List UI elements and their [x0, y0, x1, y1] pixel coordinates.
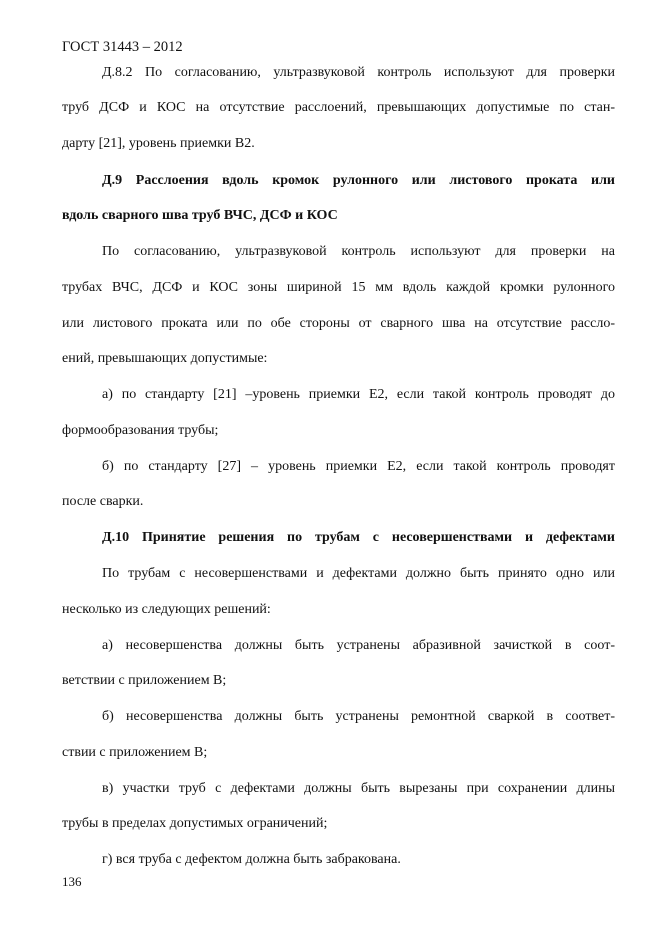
text-line: ветствии с приложением В;	[62, 673, 227, 688]
text-line: ений, превышающих допустимые:	[62, 351, 268, 366]
document-header: ГОСТ 31443 – 2012	[62, 39, 183, 55]
text-line: По согласованию, ультразвуковой контроль используют для проверки на	[102, 244, 615, 259]
list-item: в) участки труб с дефектами должны быть вырезаны при сохранении длины	[102, 781, 615, 796]
text-line: трубах ВЧС, ДСФ и КОС зоны шириной 15 мм вдоль каждой кромки рулонного	[62, 280, 615, 295]
section-heading: Д.10 Принятие решения по трубам с несовершенствами и дефектами	[102, 530, 615, 545]
section-heading: вдоль сварного шва труб ВЧС, ДСФ и КОС	[62, 208, 338, 223]
text-line: трубы в пределах допустимых ограничений;	[62, 816, 328, 831]
text-line: или листового проката или по обе стороны от сварного шва на отсутствие рассло-	[62, 316, 615, 331]
text-line: По трубам с несовершенствами и дефектами должно быть принято одно или	[102, 566, 615, 581]
text-line: после сварки.	[62, 494, 144, 509]
list-item: а) несовершенства должны быть устранены абразивной зачисткой в соот-	[102, 638, 615, 653]
page-number: 136	[62, 874, 82, 889]
list-item: б) по стандарту [27] – уровень приемки Е2, если такой контроль проводят	[102, 459, 615, 474]
list-item: а) по стандарту [21] –уровень приемки Е2, если такой контроль проводят до	[102, 387, 615, 402]
text-line: ствии с приложением В;	[62, 745, 208, 760]
text-line: дарту [21], уровень приемки В2.	[62, 136, 255, 151]
text-line: несколько из следующих решений:	[62, 602, 271, 617]
text-line: формообразования трубы;	[62, 423, 219, 438]
list-item: г) вся труба с дефектом должна быть забракована.	[102, 852, 401, 867]
section-heading: Д.9 Расслоения вдоль кромок рулонного или листового проката или	[102, 173, 615, 188]
text-line: Д.8.2 По согласованию, ультразвуковой контроль используют для проверки	[102, 65, 615, 80]
list-item: б) несовершенства должны быть устранены ремонтной сваркой в соответ-	[102, 709, 615, 724]
text-line: труб ДСФ и КОС на отсутствие расслоений, превышающих допустимые по стан-	[62, 100, 615, 115]
